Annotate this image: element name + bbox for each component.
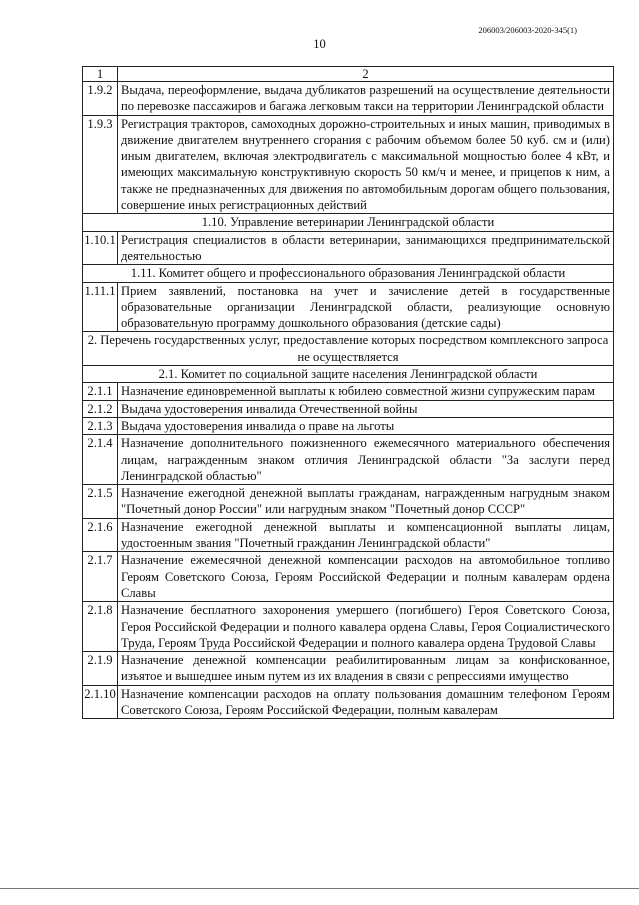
row-text: Назначение ежемесячной денежной компенсации расходов на автомобильное топливо Героям Советского Союза, Героям Российской Федерации и полным кавалерам ордена Славы <box>118 552 614 602</box>
row-number: 2.1.3 <box>83 417 118 434</box>
section-heading: 2.1. Комитет по социальной защите населения Ленинградской области <box>83 366 614 383</box>
section-row <box>83 366 614 383</box>
document-id: 206003/206003-2020-345(1) <box>478 25 577 35</box>
row-text: Назначение бесплатного захоронения умершего (погибшего) Героя Советского Союза, Героя Российской Федерации и полного кавалера ордена Славы, Героя Социалистического Труда, Героям Труда Российской Федерации и полного кавалера ордена Трудовой Славы <box>118 602 614 652</box>
row-number: 2.1.8 <box>83 602 118 652</box>
row-number: 1.11.1 <box>83 282 118 332</box>
section-heading: 1.10. Управление ветеринарии Ленинградской области <box>83 214 614 231</box>
row-number: 2.1.2 <box>83 400 118 417</box>
row-number: 2.1.1 <box>83 383 118 400</box>
table-header-row <box>83 67 614 82</box>
row-text: Назначение ежегодной денежной выплаты гражданам, награжденным нагрудным знаком "Почетный донор России" или нагрудным знаком "Почетный донор СССР" <box>118 485 614 519</box>
table-row <box>83 82 614 116</box>
row-text: Выдача удостоверения инвалида Отечественной войны <box>118 400 614 417</box>
row-text: Регистрация тракторов, самоходных дорожно-строительных и иных машин, приводимых в движение двигателем внутреннего сгорания с рабочим объемом более 50 куб. см и (или) иным двигателем, включая электродвигатель с максимальной мощностью более 4 кВт, и имеющих максимальную конструктивную скорость 50 км/ч и менее, и прицепов к ним, а также не предназначенных для движения по автомобильным дорогам общего пользования, совершение иных регистрационных действий <box>118 115 614 214</box>
row-number: 2.1.10 <box>83 685 118 719</box>
col-header-1: 1 <box>83 67 118 82</box>
row-number: 2.1.4 <box>83 435 118 485</box>
table-row <box>83 602 614 652</box>
table-row <box>83 417 614 434</box>
table-row <box>83 518 614 552</box>
section-row <box>83 214 614 231</box>
page-number: 10 <box>313 37 326 51</box>
row-text: Прием заявлений, постановка на учет и зачисление детей в государственные образовательные организации Ленинградской области, реализующие основную образовательную программу дошкольного образования (детские сады) <box>118 282 614 332</box>
row-text: Назначение дополнительного пожизненного ежемесячного материального обеспечения лицам, награжденным знаком отличия Ленинградской области "За заслуги перед Ленинградской областью" <box>118 435 614 485</box>
services-table <box>82 66 614 719</box>
row-text: Регистрация специалистов в области ветеринарии, занимающихся предпринимательской деятельностью <box>118 231 614 265</box>
table-row <box>83 552 614 602</box>
row-text: Назначение ежегодной денежной выплаты и компенсационной выплаты лицам, удостоенным звания "Почетный гражданин Ленинградской области" <box>118 518 614 552</box>
section-heading: 1.11. Комитет общего и профессионального образования Ленинградской области <box>83 265 614 282</box>
row-number: 2.1.6 <box>83 518 118 552</box>
table-row <box>83 231 614 265</box>
row-text: Выдача удостоверения инвалида о праве на льготы <box>118 417 614 434</box>
table-row <box>83 652 614 686</box>
row-text: Назначение компенсации расходов на оплату пользования домашним телефоном Героям Советского Союза, Героям Российской Федерации, полным кавалерам <box>118 685 614 719</box>
table-row <box>83 115 614 214</box>
section-row <box>83 265 614 282</box>
row-text: Выдача, переоформление, выдача дубликатов разрешений на осуществление деятельности по перевозке пассажиров и багажа легковым такси на территории Ленинградской области <box>118 82 614 116</box>
table-row <box>83 282 614 332</box>
section-heading: 2. Перечень государственных услуг, предоставление которых посредством комплексного запроса не осуществляется <box>83 332 614 366</box>
table-row <box>83 400 614 417</box>
row-number: 2.1.5 <box>83 485 118 519</box>
table-body <box>83 67 614 719</box>
row-number: 1.9.3 <box>83 115 118 214</box>
row-number: 2.1.9 <box>83 652 118 686</box>
row-number: 1.10.1 <box>83 231 118 265</box>
section-row <box>83 332 614 366</box>
table-row <box>83 383 614 400</box>
row-text: Назначение единовременной выплаты к юбилею совместной жизни супружеским парам <box>118 383 614 400</box>
row-number: 2.1.7 <box>83 552 118 602</box>
table-row <box>83 685 614 719</box>
table-row <box>83 485 614 519</box>
row-text: Назначение денежной компенсации реабилитированным лицам за конфискованное, изъятое и вышедшее иным путем из их владения в связи с репрессиями имущество <box>118 652 614 686</box>
page-bottom-rule <box>0 888 639 889</box>
col-header-2: 2 <box>118 67 614 82</box>
table-row <box>83 435 614 485</box>
row-number: 1.9.2 <box>83 82 118 116</box>
